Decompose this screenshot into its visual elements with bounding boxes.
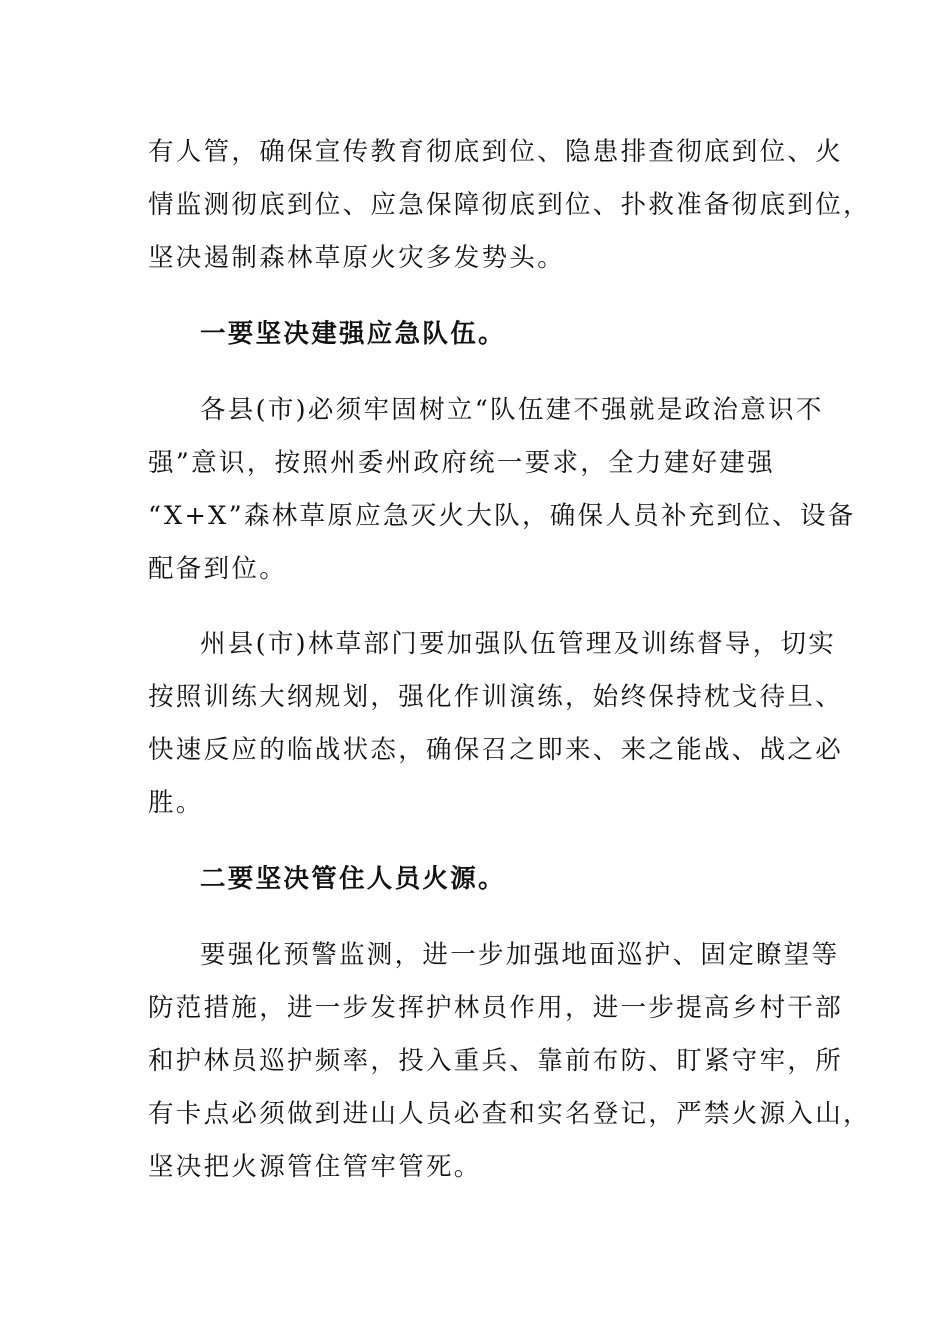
text-line: 各县(市)必须牢固树立“队伍建不强就是政治意识不: [200, 395, 824, 425]
paragraph-intro: [148, 126, 871, 285]
text-line: 防范措施，进一步发挥护林员作用，进一步提高乡村干部: [148, 993, 844, 1023]
text-line: 坚决把火源管住管牢管死。: [148, 1152, 482, 1182]
text-line: 强”意识，按照州委州政府统一要求，全力建好建强: [148, 448, 775, 478]
paragraph-team-training: [148, 618, 844, 830]
text-line: 和护林员巡护频率，投入重兵、靠前布防、盯紧守牢，所: [148, 1046, 844, 1076]
heading-text: 一要坚决建强应急队伍。: [200, 319, 506, 349]
text-line: 按照训练大纲规划，强化作训演练，始终保持枕戈待旦、: [148, 682, 844, 712]
text-line: 配备到位。: [148, 554, 288, 584]
paragraph-team-requirement: [148, 384, 856, 596]
text-line: 情监测彻底到位、应急保障彻底到位、扑救准备彻底到位，: [148, 190, 871, 220]
text-line: 快速反应的临战状态，确保召之即来、来之能战、战之必: [148, 735, 844, 765]
text-line: 胜。: [148, 788, 204, 818]
paragraph-fire-source-control: [148, 929, 871, 1194]
text-line: 有人管，确保宣传教育彻底到位、隐患排查彻底到位、火: [148, 137, 844, 167]
section-heading-2: [148, 853, 808, 906]
document-body: [148, 126, 871, 1194]
text-line: 有卡点必须做到进山人员必查和实名登记，严禁火源入山，: [148, 1099, 871, 1129]
text-line: 州县(市)林草部门要加强队伍管理及训练督导，切实: [200, 629, 837, 659]
text-line: 要强化预警监测，进一步加强地面巡护、固定瞭望等: [200, 940, 840, 970]
text-line: “X+X”森林草原应急灭火大队，确保人员补充到位、设备: [148, 501, 856, 531]
text-line: 坚决遏制森林草原火灾多发势头。: [148, 243, 566, 273]
section-heading-1: [148, 308, 808, 361]
heading-text: 二要坚决管住人员火源。: [200, 864, 506, 894]
